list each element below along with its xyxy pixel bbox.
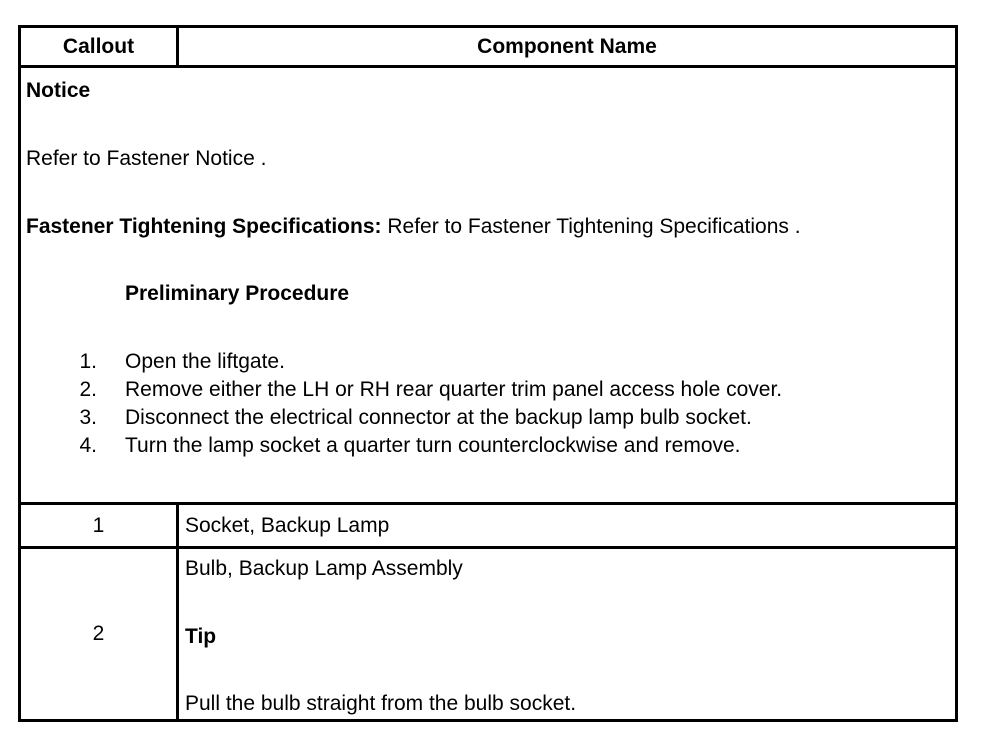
table-row [21,505,955,549]
component-table [18,25,958,722]
tip-text: Pull the bulb straight from the bulb socket. [185,692,577,715]
step-text: Open the liftgate. [125,350,285,373]
fastener-spec-line [26,215,801,239]
step-text: Remove either the LH or RH rear quarter trim panel access hole cover. [125,378,783,401]
callout-cell: 1 [92,513,105,537]
component-name-cell: Bulb, Backup Lamp Assembly [185,557,463,580]
step-number: 1. [79,350,97,373]
column-divider [176,549,179,719]
step-number: 2. [79,378,97,401]
notice-title: Notice [26,79,91,102]
table-row [21,549,955,719]
step-text: Turn the lamp socket a quarter turn counterclockwise and remove. [125,434,741,457]
callout-header: Callout [62,34,135,58]
fastener-notice-text: Refer to Fastener Notice . [26,147,267,170]
component-name-cell: Socket, Backup Lamp [185,514,390,537]
step-number: 4. [79,434,97,457]
preliminary-procedure-title: Preliminary Procedure [125,282,350,305]
notice-section [21,68,955,505]
fastener-spec-label: Fastener Tightening Specifications: [26,215,382,238]
column-divider [176,505,179,546]
step-number: 3. [79,406,97,429]
fastener-spec-text: Refer to Fastener Tightening Specifications . [381,215,801,238]
callout-cell: 2 [92,622,105,645]
tip-title: Tip [185,625,217,648]
table-header-row [21,28,955,68]
step-text: Disconnect the electrical connector at the backup lamp bulb socket. [125,406,752,429]
component-name-header: Component Name [477,34,657,58]
